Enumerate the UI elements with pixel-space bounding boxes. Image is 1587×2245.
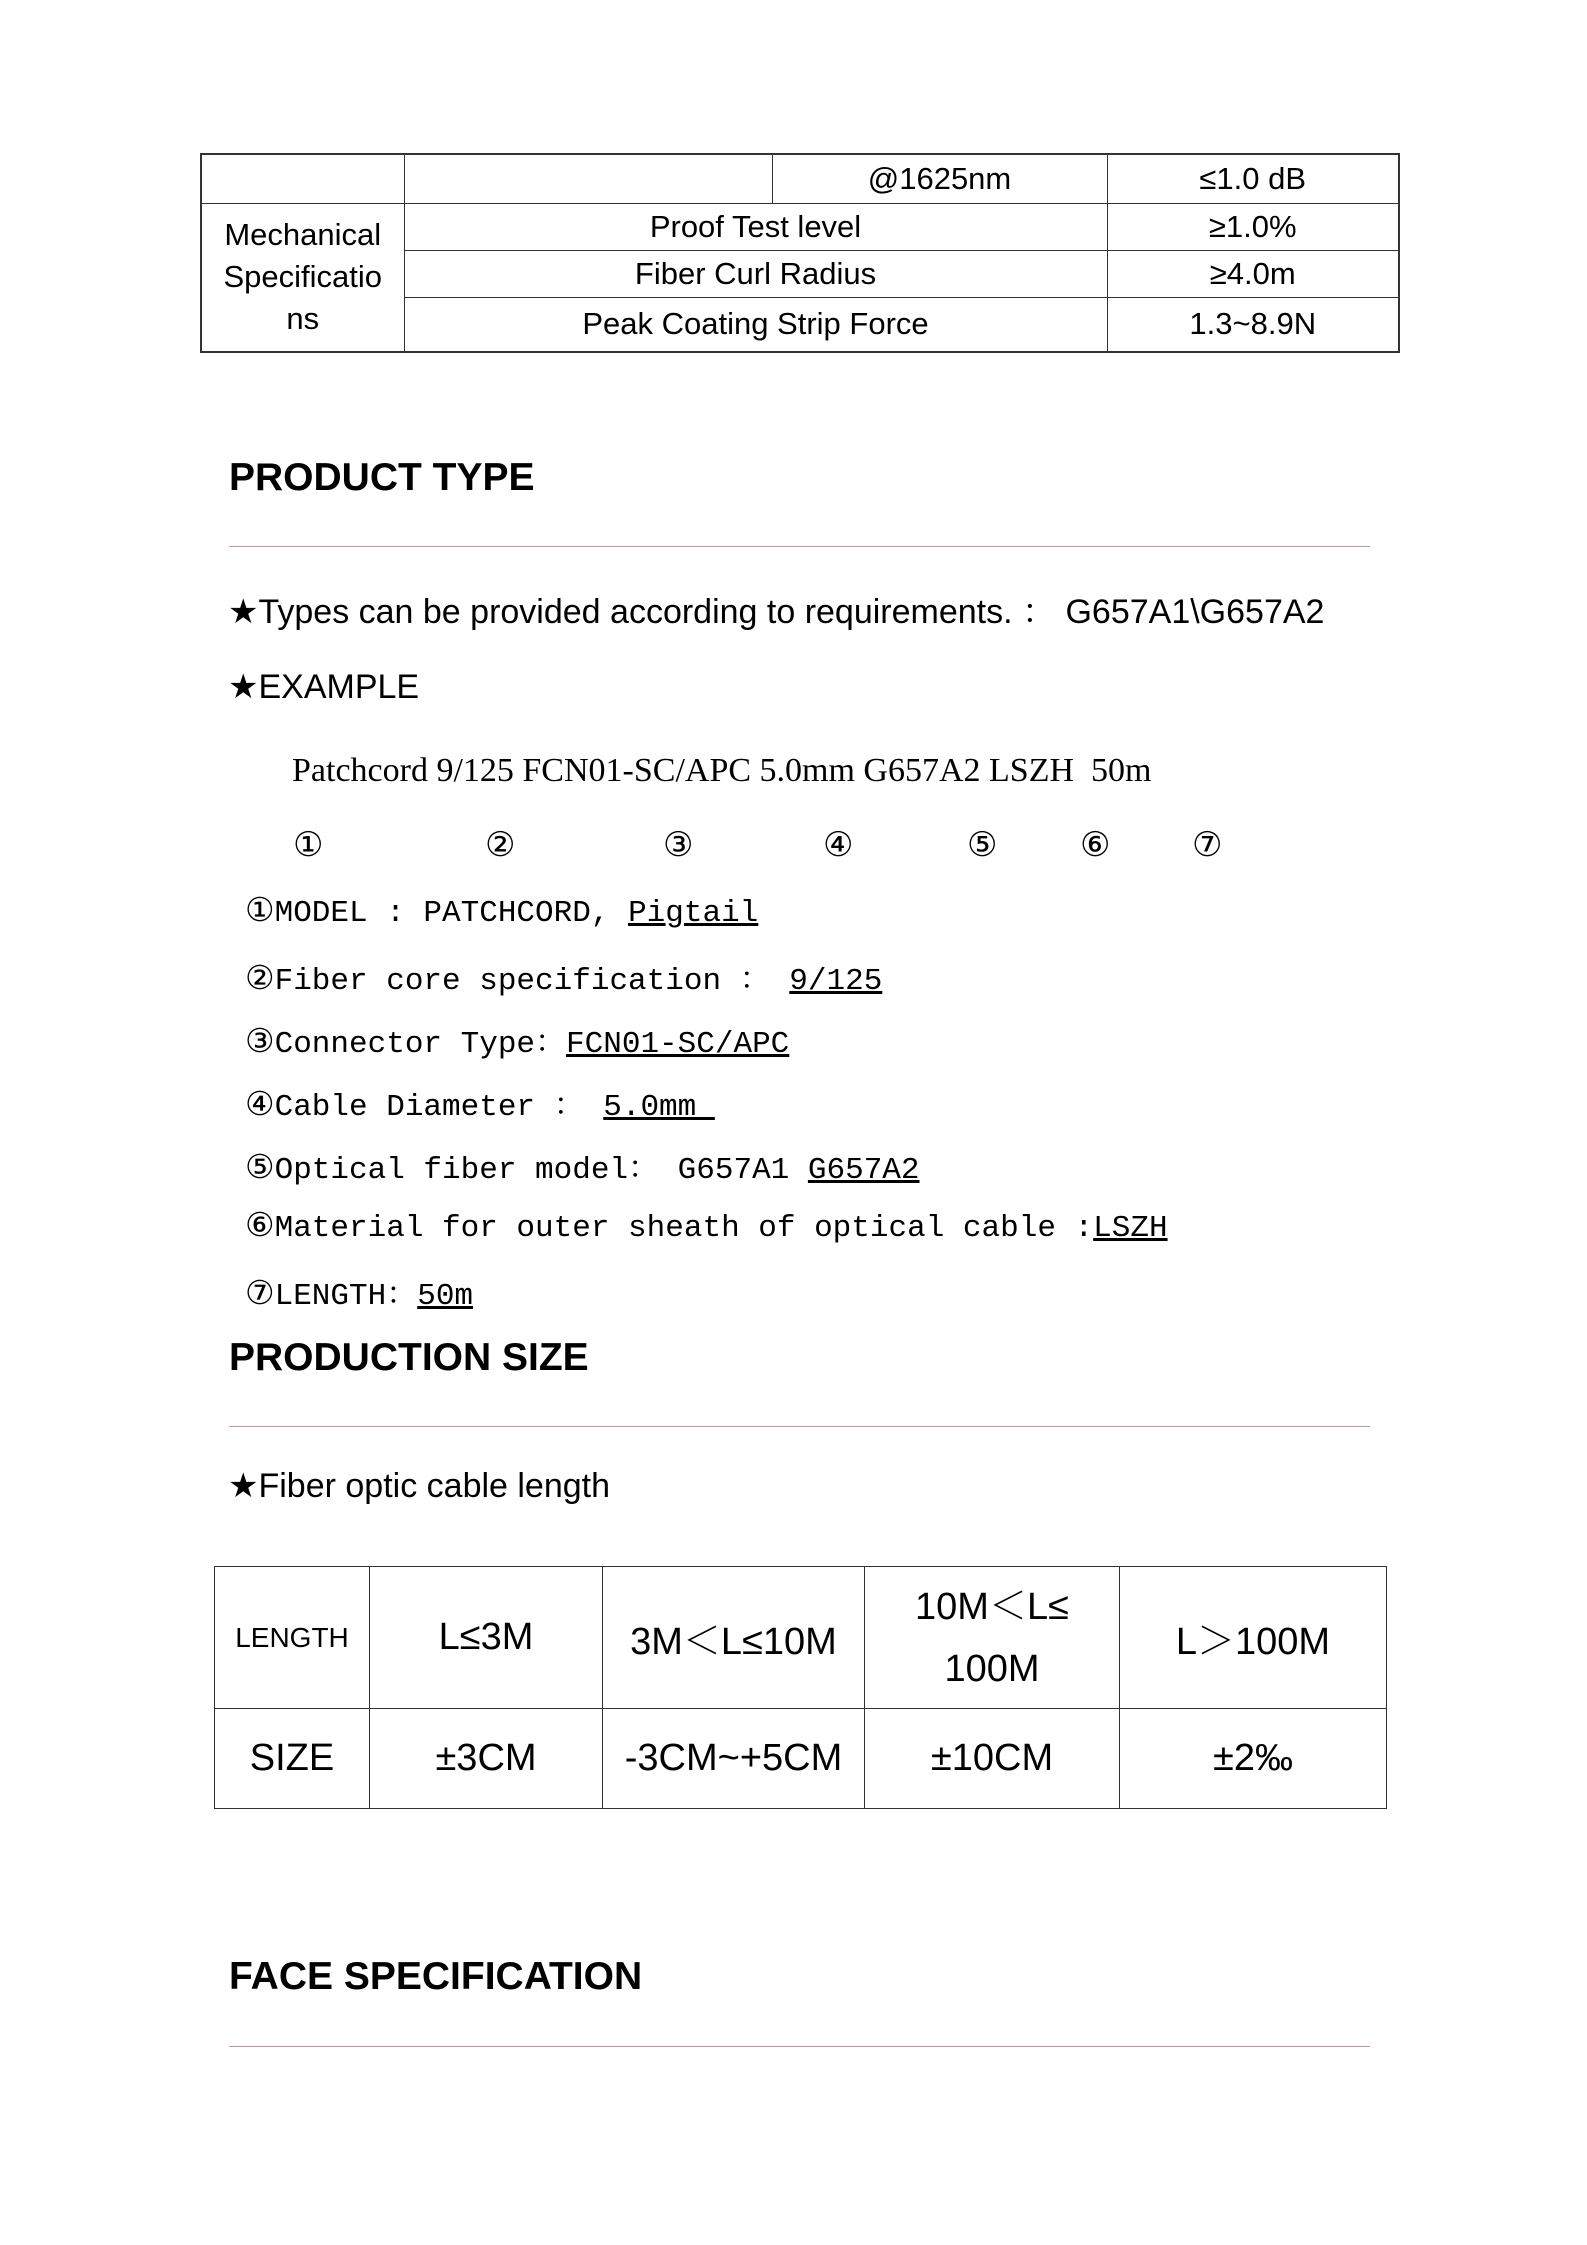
example-item — [245, 1205, 1168, 1246]
item-value: 50m — [417, 1279, 474, 1314]
spec-row-1625 — [201, 154, 1399, 203]
spec-group-label-line: Mechanical — [224, 217, 382, 253]
example-marker: ① — [293, 827, 324, 864]
item-label: Optical fiber model： G657A1 — [274, 1153, 808, 1188]
example-item — [245, 1268, 473, 1314]
length-cell: L＞100M — [1120, 1567, 1387, 1709]
product-type-heading: PRODUCT TYPE — [229, 456, 535, 499]
example-code: Patchcord 9/125 FCN01-SC/APC 5.0mm G657A2 LSZH 50m — [292, 752, 1152, 789]
example-item — [245, 890, 758, 931]
spec-table — [200, 153, 1400, 353]
face-spec-heading: FACE SPECIFICATION — [229, 1955, 643, 1998]
section-divider — [229, 546, 1370, 547]
types-line: ★Types can be provided according to requirements. ： G657A1\G657A2 — [228, 593, 1325, 631]
spec-group-label-line: Specificatio — [223, 259, 383, 295]
spec-row — [201, 203, 1399, 250]
example-marker: ② — [485, 827, 516, 864]
item-marker: ③ — [245, 1024, 275, 1060]
example-item — [245, 1079, 715, 1125]
example-item — [245, 1016, 789, 1062]
spec-value: ≤1.0 dB — [1107, 154, 1399, 203]
item-label: Cable Diameter ： — [274, 1090, 604, 1125]
length-cell-line: 10M＜L≤ — [915, 1585, 1069, 1628]
spec-group-label — [201, 203, 404, 352]
size-cell: ±2‰ — [1120, 1709, 1387, 1809]
item-marker: ⑥ — [245, 1208, 275, 1244]
item-label: MODEL : PATCHCORD, — [274, 896, 629, 931]
item-label: LENGTH： — [274, 1279, 418, 1314]
example-marker: ⑤ — [967, 827, 998, 864]
row-label-size: SIZE — [215, 1709, 370, 1809]
length-cell-line: 100M — [944, 1647, 1040, 1690]
length-table — [214, 1566, 1387, 1809]
spec-param: Proof Test level — [404, 203, 1107, 250]
size-row — [215, 1709, 1387, 1809]
length-row — [215, 1567, 1387, 1709]
example-item — [245, 1142, 920, 1188]
item-value: 5.0mm — [603, 1090, 715, 1125]
item-marker: ④ — [245, 1087, 275, 1123]
spec-value: 1.3~8.9N — [1107, 297, 1399, 352]
item-label: Material for outer sheath of optical cable : — [274, 1211, 1094, 1246]
example-marker: ③ — [663, 827, 694, 864]
spec-group-label-line: ns — [286, 301, 320, 337]
item-value: FCN01-SC/APC — [566, 1027, 790, 1062]
item-value: G657A2 — [807, 1153, 920, 1188]
length-cell: L≤3M — [370, 1567, 603, 1709]
item-marker: ⑤ — [245, 1150, 275, 1186]
size-cell: -3CM~+5CM — [603, 1709, 865, 1809]
length-subheading: ★Fiber optic cable length — [228, 1467, 611, 1505]
spec-cell-empty — [201, 154, 404, 203]
spec-param: Fiber Curl Radius — [404, 250, 1107, 297]
item-label: Connector Type： — [274, 1027, 567, 1062]
item-value: Pigtail — [628, 896, 759, 931]
item-label: Fiber core specification ： — [274, 964, 790, 999]
length-cell: 3M＜L≤10M — [603, 1567, 865, 1709]
example-marker: ⑥ — [1080, 827, 1111, 864]
spec-value: ≥4.0m — [1107, 250, 1399, 297]
example-marker: ④ — [823, 827, 854, 864]
item-value: 9/125 — [789, 964, 883, 999]
example-label: ★EXAMPLE — [228, 668, 420, 706]
item-marker: ⑦ — [245, 1276, 275, 1312]
spec-param: Peak Coating Strip Force — [404, 297, 1107, 352]
spec-value: ≥1.0% — [1107, 203, 1399, 250]
row-label-length: LENGTH — [215, 1567, 370, 1709]
item-value: LSZH — [1093, 1211, 1168, 1246]
production-size-heading: PRODUCTION SIZE — [229, 1336, 589, 1379]
item-marker: ① — [245, 893, 275, 929]
example-item — [245, 953, 882, 999]
size-cell: ±3CM — [370, 1709, 603, 1809]
section-divider — [229, 1426, 1370, 1427]
spec-value-label: @1625nm — [772, 154, 1107, 203]
length-cell — [865, 1567, 1120, 1709]
size-cell: ±10CM — [865, 1709, 1120, 1809]
item-marker: ② — [245, 961, 275, 997]
section-divider — [229, 2046, 1370, 2047]
example-marker: ⑦ — [1192, 827, 1223, 864]
spec-cell-empty — [404, 154, 772, 203]
